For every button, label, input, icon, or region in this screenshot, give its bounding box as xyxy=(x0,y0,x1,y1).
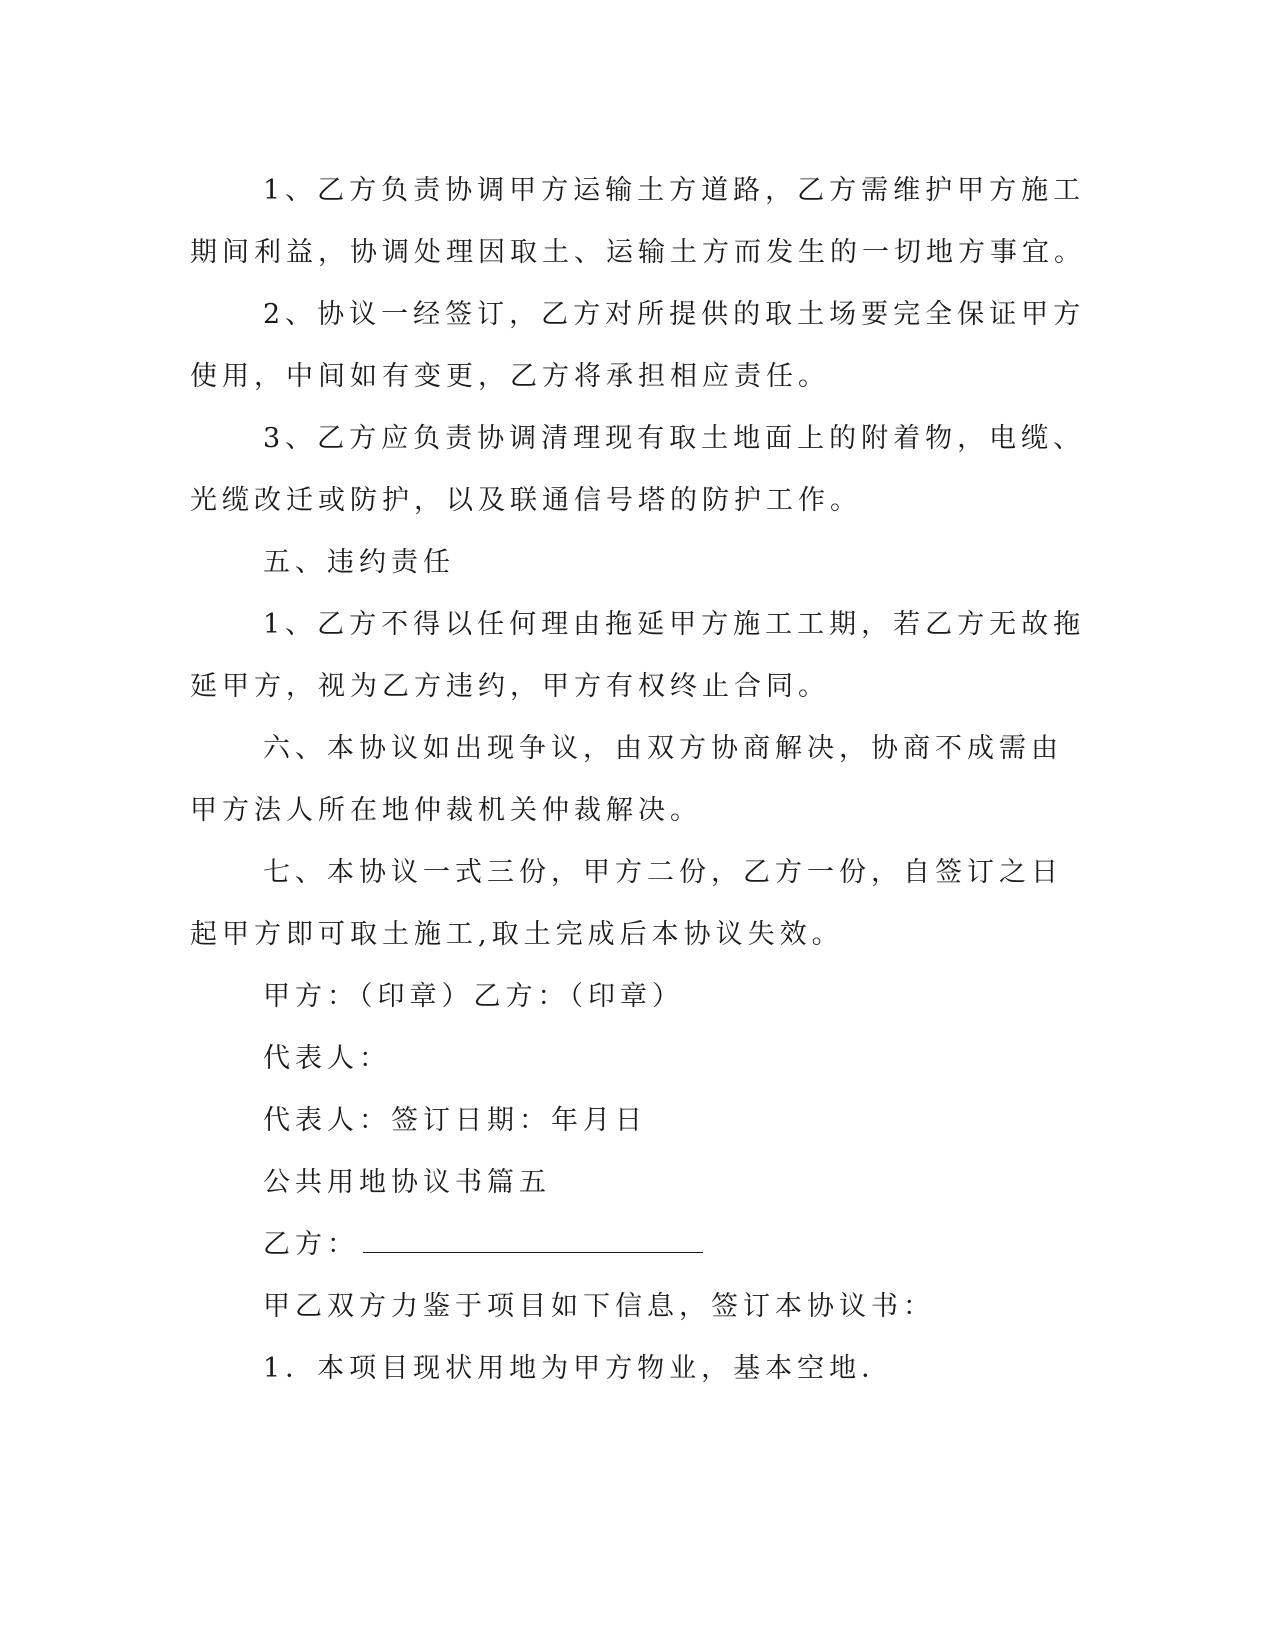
party-b-blank xyxy=(363,1226,703,1253)
paragraph-dispute: 六、本协议如出现争议，由双方协商解决，协商不成需由甲方法人所在地仲裁机关仲裁解决。 xyxy=(190,733,1063,826)
party-b-label: 乙方： xyxy=(263,1229,359,1260)
intro-line: 甲乙双方力鉴于项目如下信息，签订本协议书： xyxy=(263,1291,935,1322)
representative-line-1: 代表人： xyxy=(263,1043,391,1074)
paragraph-breach-1: 1、乙方不得以任何理由拖延甲方施工工期，若乙方无故拖延甲方，视为乙方违约，甲方有权终止合同。 xyxy=(190,609,1086,702)
paragraph-clause-2: 2、协议一经签订，乙方对所提供的取土场要完全保证甲方使用，中间如有变更，乙方将承担相应责任。 xyxy=(190,299,1086,392)
section-title: 公共用地协议书篇五 xyxy=(263,1167,551,1198)
paragraph-copies: 七、本协议一式三份，甲方二份，乙方一份，自签订之日起甲方即可取土施工,取土完成后本协议失效。 xyxy=(190,857,1063,950)
section-heading-breach: 五、违约责任 xyxy=(263,547,455,578)
paragraph-clause-3: 3、乙方应负责协调清理现有取土地面上的附着物，电缆、光缆改迁或防护，以及联通信号塔的防护工作。 xyxy=(190,423,1086,516)
representative-line-2: 代表人：签订日期：年月日 xyxy=(263,1105,647,1136)
party-b-line xyxy=(190,1214,1090,1276)
item-1-line: 1．本项目现状用地为甲方物业，基本空地． xyxy=(263,1353,894,1384)
signature-line: 甲方：（印章）乙方：（印章） xyxy=(263,981,684,1012)
document-body xyxy=(190,160,1090,1400)
paragraph-clause-1: 1、乙方负责协调甲方运输土方道路，乙方需维护甲方施工期间利益，协调处理因取土、运输土方而发生的一切地方事宜。 xyxy=(190,175,1086,268)
